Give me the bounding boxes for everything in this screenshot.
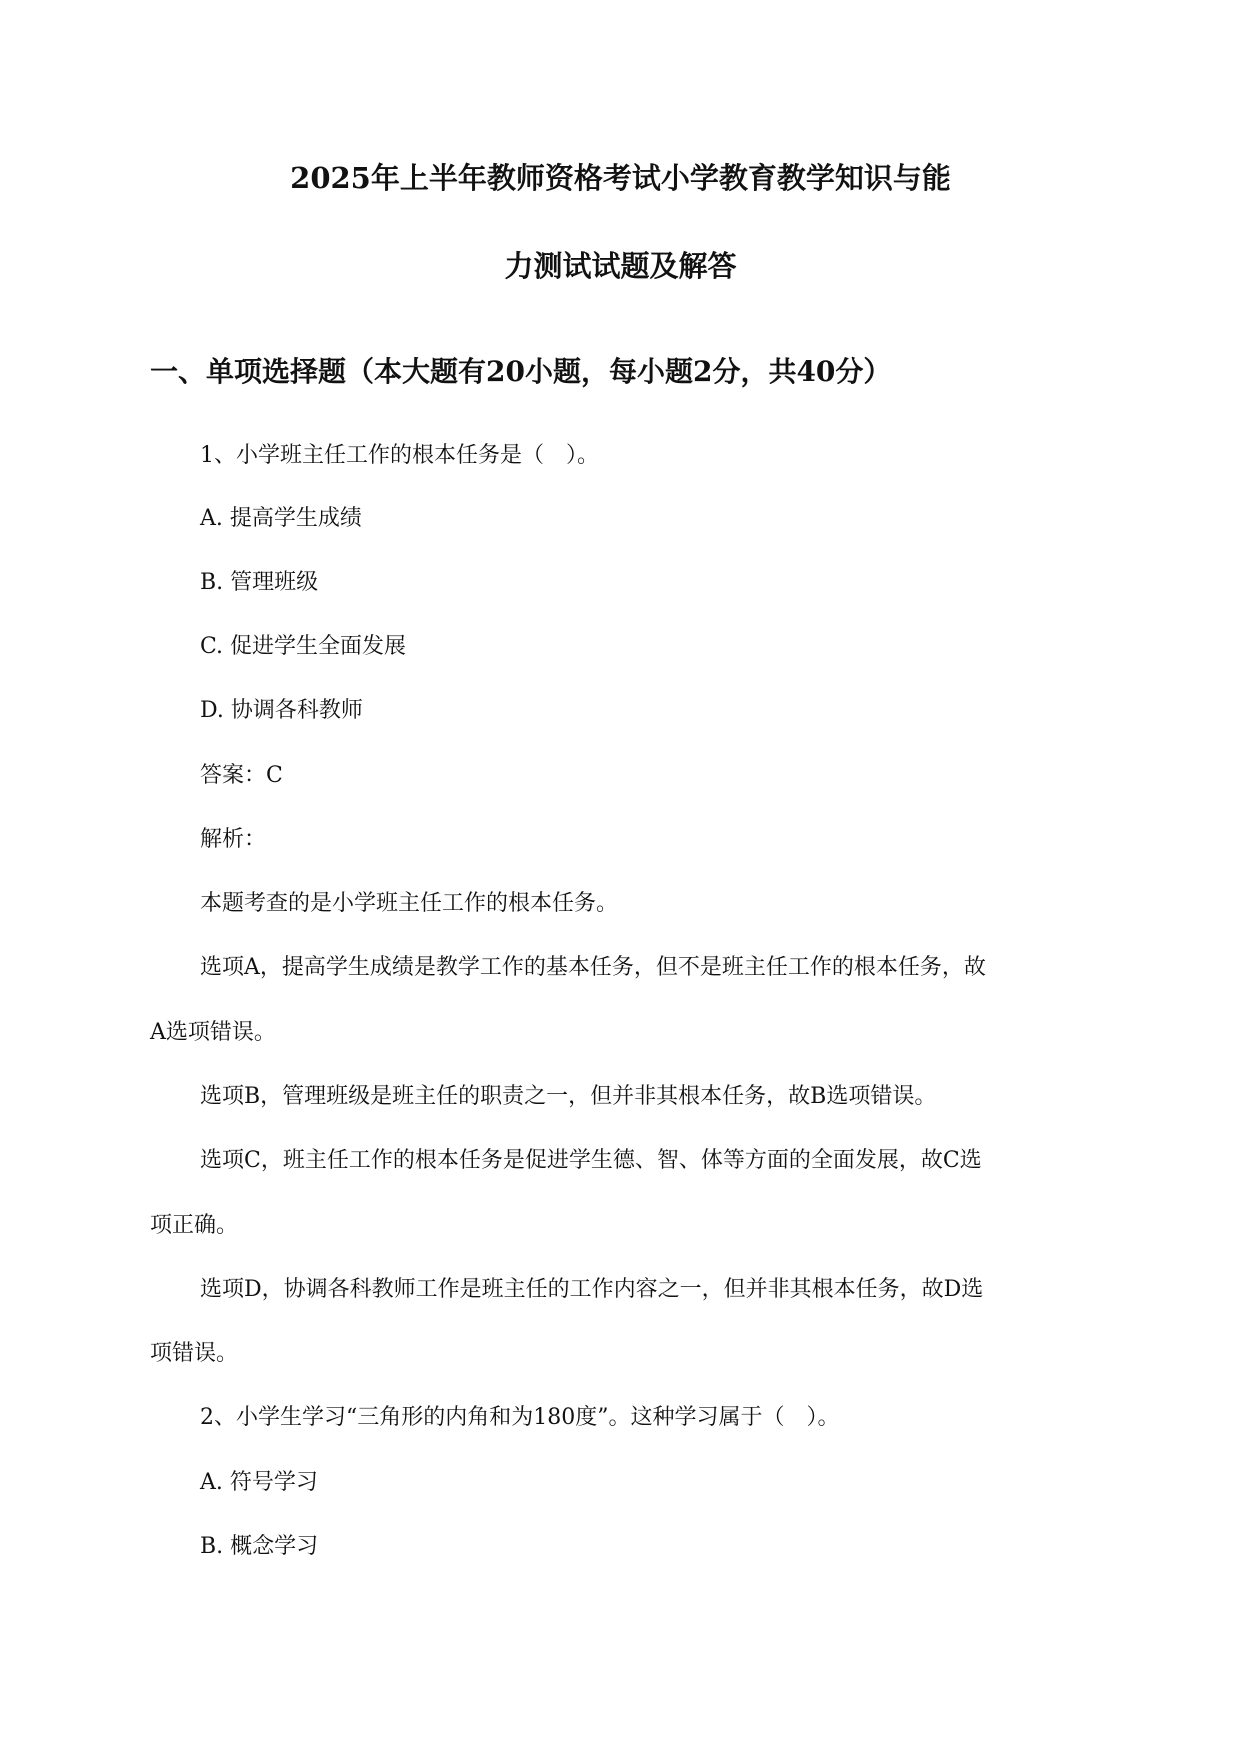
section-heading: 一、单项选择题（本大题有20小题，每小题2分，共40分） bbox=[150, 355, 892, 388]
analysis-paragraph: 本题考查的是小学班主任工作的根本任务。 bbox=[200, 891, 619, 916]
analysis-paragraph: 选项C，班主任工作的根本任务是促进学生德、智、体等方面的全面发展，故C选 bbox=[200, 1148, 982, 1173]
analysis-paragraph-continuation: A选项错误。 bbox=[150, 1020, 276, 1045]
analysis-paragraph-continuation: 项错误。 bbox=[150, 1341, 239, 1366]
question-2-option-a: A. 符号学习 bbox=[200, 1470, 318, 1495]
question-2-option-b: B. 概念学习 bbox=[200, 1534, 319, 1559]
analysis-paragraph: 选项A，提高学生成绩是教学工作的基本任务，但不是班主任工作的根本任务，故 bbox=[200, 955, 986, 980]
question-1-stem: 1、小学班主任工作的根本任务是（ ）。 bbox=[200, 443, 599, 468]
question-1-answer: 答案：C bbox=[200, 763, 283, 788]
analysis-paragraph-continuation: 项正确。 bbox=[150, 1213, 239, 1238]
question-1-option-d: D. 协调各科教师 bbox=[200, 698, 363, 723]
analysis-paragraph: 选项B，管理班级是班主任的职责之一，但并非其根本任务，故B选项错误。 bbox=[200, 1084, 937, 1109]
question-2-stem: 2、小学生学习“三角形的内角和为180度”。这种学习属于（ ）。 bbox=[200, 1405, 840, 1430]
question-1-option-b: B. 管理班级 bbox=[200, 570, 319, 595]
question-1-option-a: A. 提高学生成绩 bbox=[200, 506, 362, 531]
question-1-analysis-label: 解析： bbox=[200, 827, 267, 852]
document-title-line-1: 2025年上半年教师资格考试小学教育教学知识与能 bbox=[290, 161, 951, 195]
question-1-option-c: C. 促进学生全面发展 bbox=[200, 634, 407, 659]
document-title-line-2: 力测试试题及解答 bbox=[504, 249, 737, 283]
analysis-paragraph: 选项D，协调各科教师工作是班主任的工作内容之一，但并非其根本任务，故D选 bbox=[200, 1277, 984, 1302]
